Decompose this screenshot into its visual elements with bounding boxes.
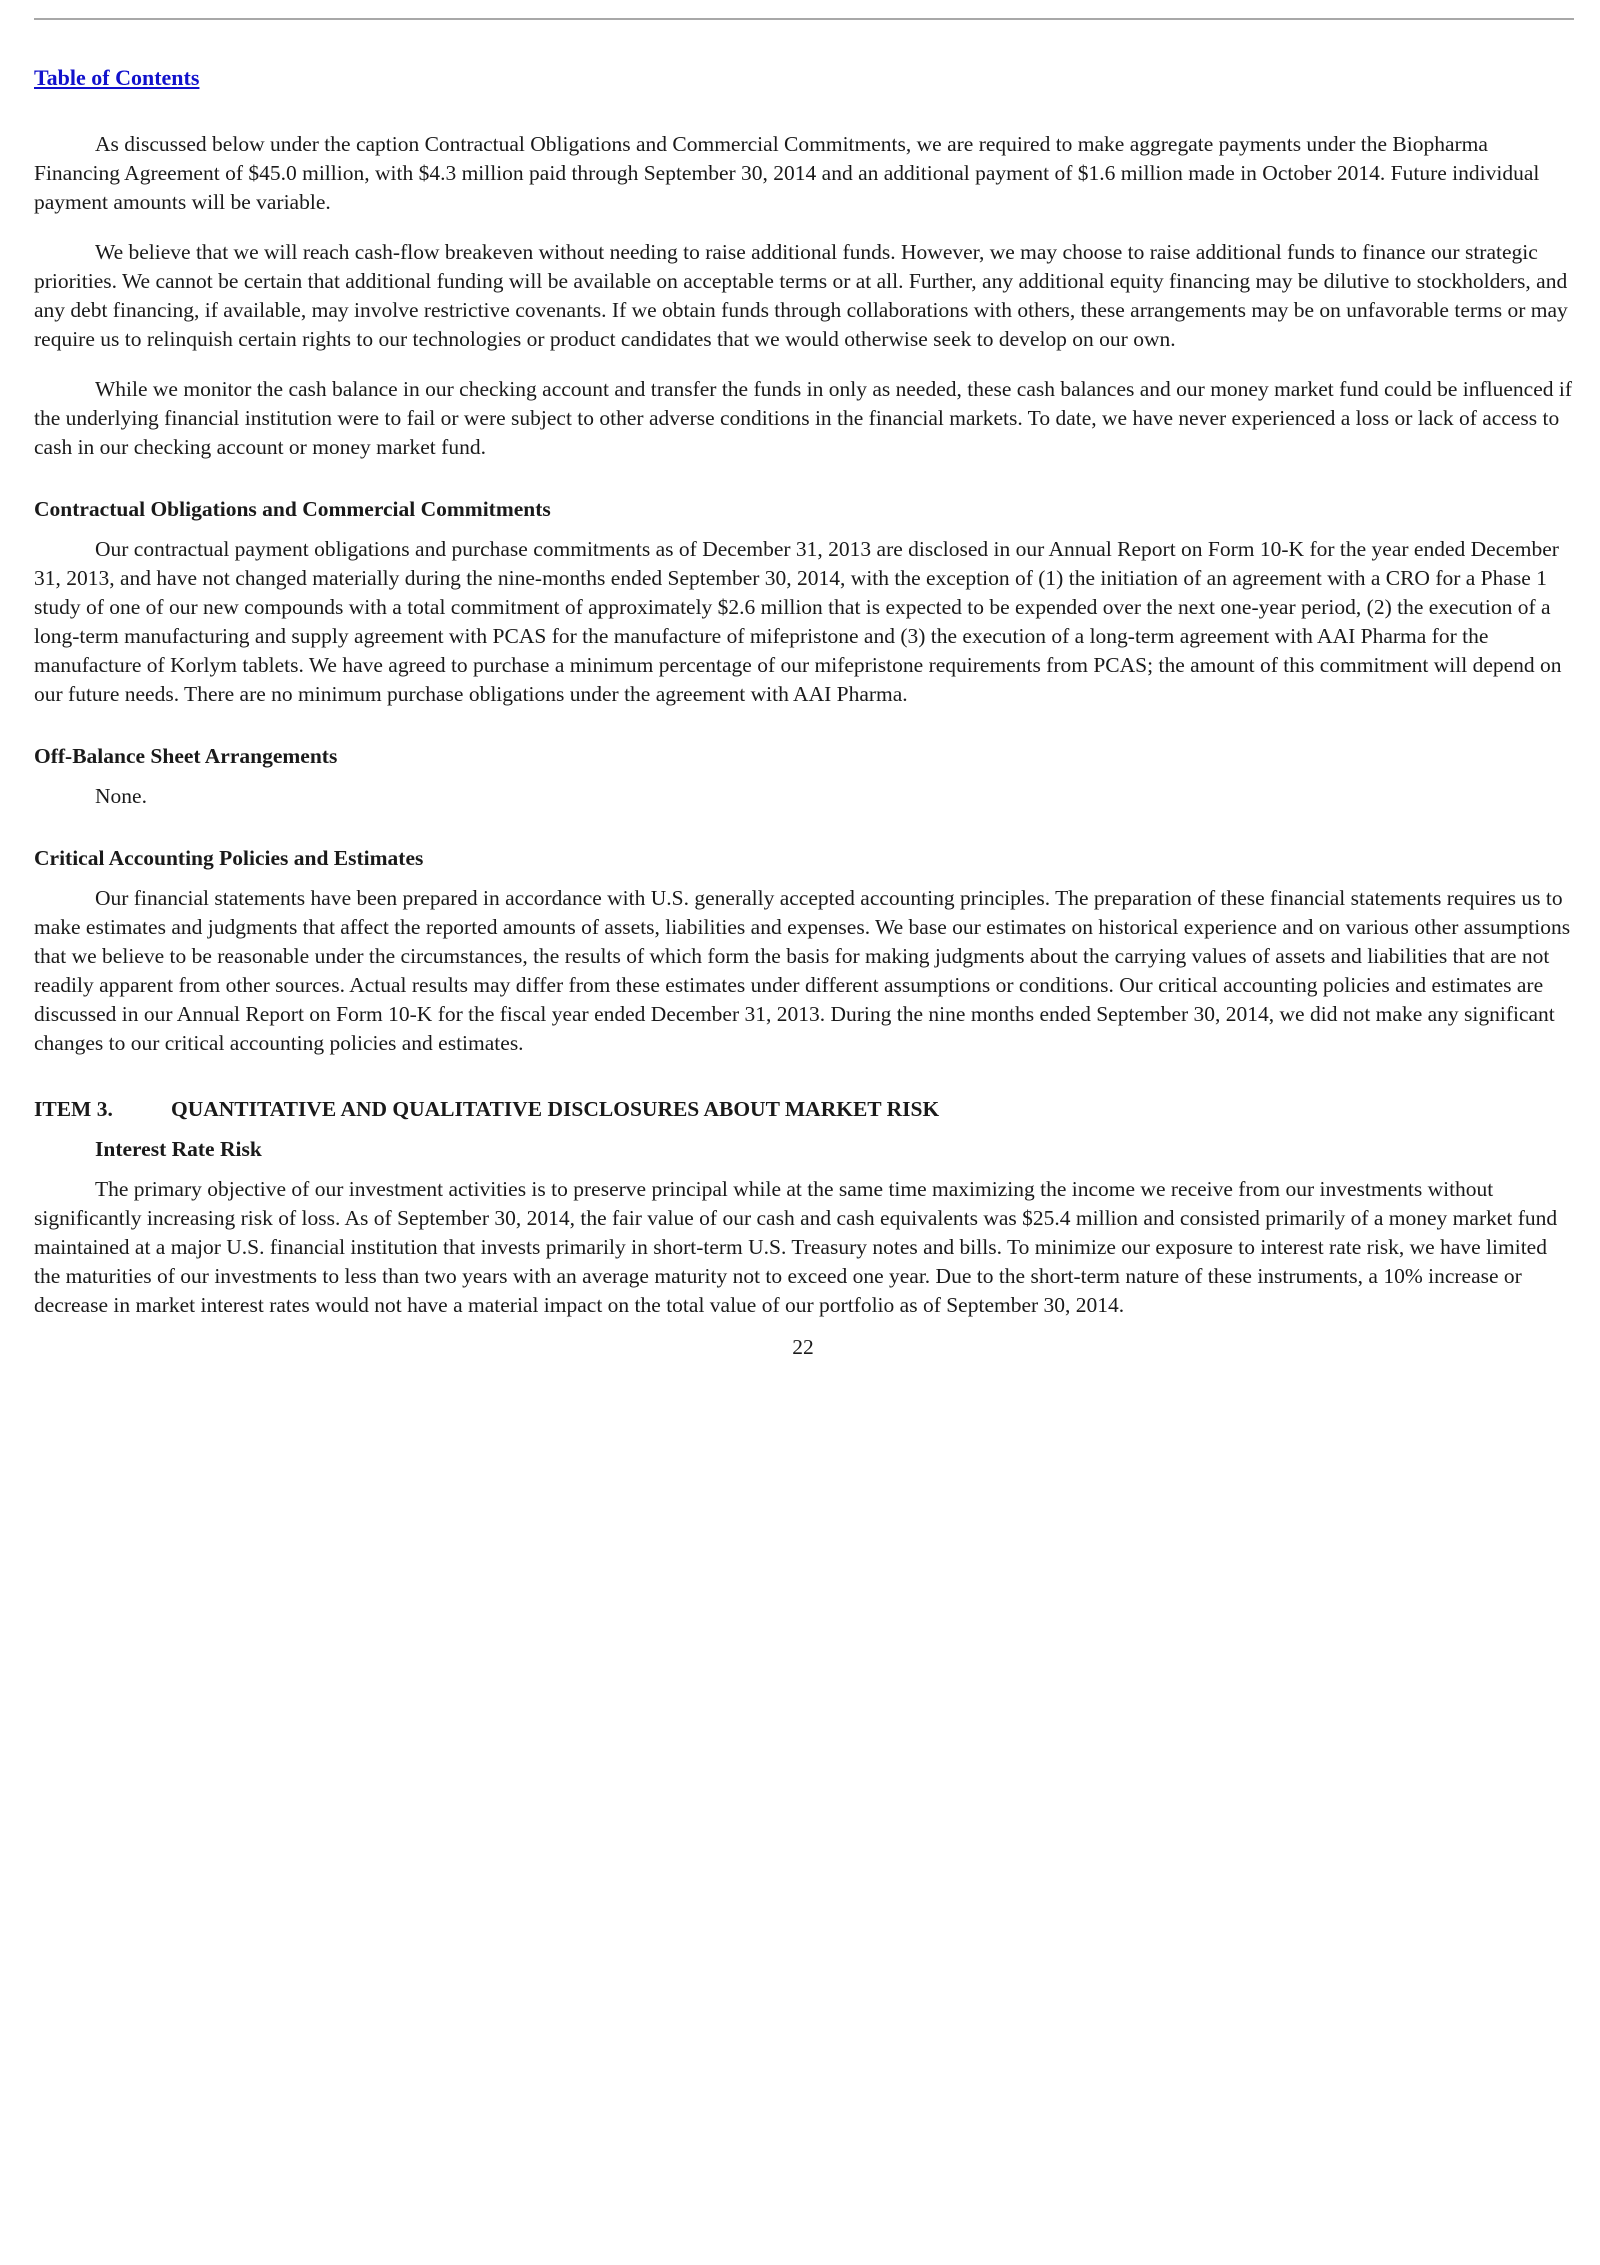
page-number: 22 xyxy=(792,1335,814,1359)
paragraph-interest-rate-risk: The primary objective of our investment activities is to preserve principal while at the same time maximizing the income we receive from our investments without significantly increasing risk of loss. As of September 30, 2014, the fair value of our cash and cash equivalents was $25.4 million and consisted primarily of a money market fund maintained at a major U.S. financial institution that invests primarily in short-term U.S. Treasury notes and bills. To minimize our exposure to interest rate risk, we have limited the maturities of our investments to less than two years with an average maturity not to exceed one year. Due to the short-term nature of these instruments, a 10% increase or decrease in market interest rates would not have a material impact on the total value of our portfolio as of September 30, 2014. xyxy=(34,1177,1558,1317)
item-3-number: ITEM 3. xyxy=(34,1097,113,1121)
heading-interest-rate-risk: Interest Rate Risk xyxy=(95,1137,262,1161)
paragraph-critical-accounting: Our financial statements have been prepared in accordance with U.S. generally accepted accounting principles. The preparation of these financial statements requires us to make estimates and judgments that affect the reported amounts of assets, liabilities and expenses. We base our estimates on historical experience and on various other assumptions that we believe to be reasonable under the circumstances, the results of which form the basis for making judgments about the carrying values of assets and liabilities that are not readily apparent from other sources. Actual results may differ from these estimates under different assumptions or conditions. Our critical accounting policies and estimates are discussed in our Annual Report on Form 10-K for the fiscal year ended December 31, 2013. During the nine months ended September 30, 2014, we did not make any significant changes to our critical accounting policies and estimates. xyxy=(34,886,1571,1055)
off-balance-sheet-text: None. xyxy=(95,784,147,808)
heading-critical-accounting: Critical Accounting Policies and Estimates xyxy=(34,846,424,870)
item-3-title: QUANTITATIVE AND QUALITATIVE DISCLOSURES ABOUT MARKET RISK xyxy=(171,1097,940,1121)
document-page xyxy=(34,62,1572,1362)
table-of-contents-link[interactable]: Table of Contents xyxy=(34,65,200,90)
paragraph-biopharma-payments: As discussed below under the caption Contractual Obligations and Commercial Commitments, we are required to make aggregate payments under the Biopharma Financing Agreement of $45.0 million, with $4.3 million paid through September 30, 2014 and an additional payment of $1.6 million made in October 2014. Future individual payment amounts will be variable. xyxy=(34,132,1540,214)
paragraph-contractual-obligations: Our contractual payment obligations and purchase commitments as of December 31, 2013 are disclosed in our Annual Report on Form 10-K for the year ended December 31, 2013, and have not changed materially during the nine-months ended September 30, 2014, with the exception of (1) the initiation of an agreement with a CRO for a Phase 1 study of one of our new compounds with a total commitment of approximately $2.6 million that is expected to be expended over the next one-year period, (2) the execution of a long-term manufacturing and supply agreement with PCAS for the manufacture of mifepristone and (3) the execution of a long-term agreement with AAI Pharma for the manufacture of Korlym tablets. We have agreed to purchase a minimum percentage of our mifepristone requirements from PCAS; the amount of this commitment will depend on our future needs. There are no minimum purchase obligations under the agreement with AAI Pharma. xyxy=(34,537,1562,706)
paragraph-funding: We believe that we will reach cash-flow breakeven without needing to raise additional funds. However, we may choose to raise additional funds to finance our strategic priorities. We cannot be certain that additional funding will be available on acceptable terms or at all. Further, any additional equity financing may be dilutive to stockholders, and any debt financing, if available, may involve restrictive covenants. If we obtain funds through collaborations with others, these arrangements may be on unfavorable terms or may require us to relinquish certain rights to our technologies or product candidates that we would otherwise seek to develop on our own. xyxy=(34,240,1568,351)
paragraph-cash-balance: While we monitor the cash balance in our checking account and transfer the funds in only as needed, these cash balances and our money market fund could be influenced if the underlying financial institution were to fail or were subject to other adverse conditions in the financial markets. To date, we have never experienced a loss or lack of access to cash in our checking account or money market fund. xyxy=(34,377,1572,459)
top-divider xyxy=(34,18,1574,20)
heading-contractual-obligations: Contractual Obligations and Commercial Commitments xyxy=(34,497,551,521)
heading-off-balance-sheet: Off-Balance Sheet Arrangements xyxy=(34,744,338,768)
item-3-heading xyxy=(34,1095,1572,1124)
